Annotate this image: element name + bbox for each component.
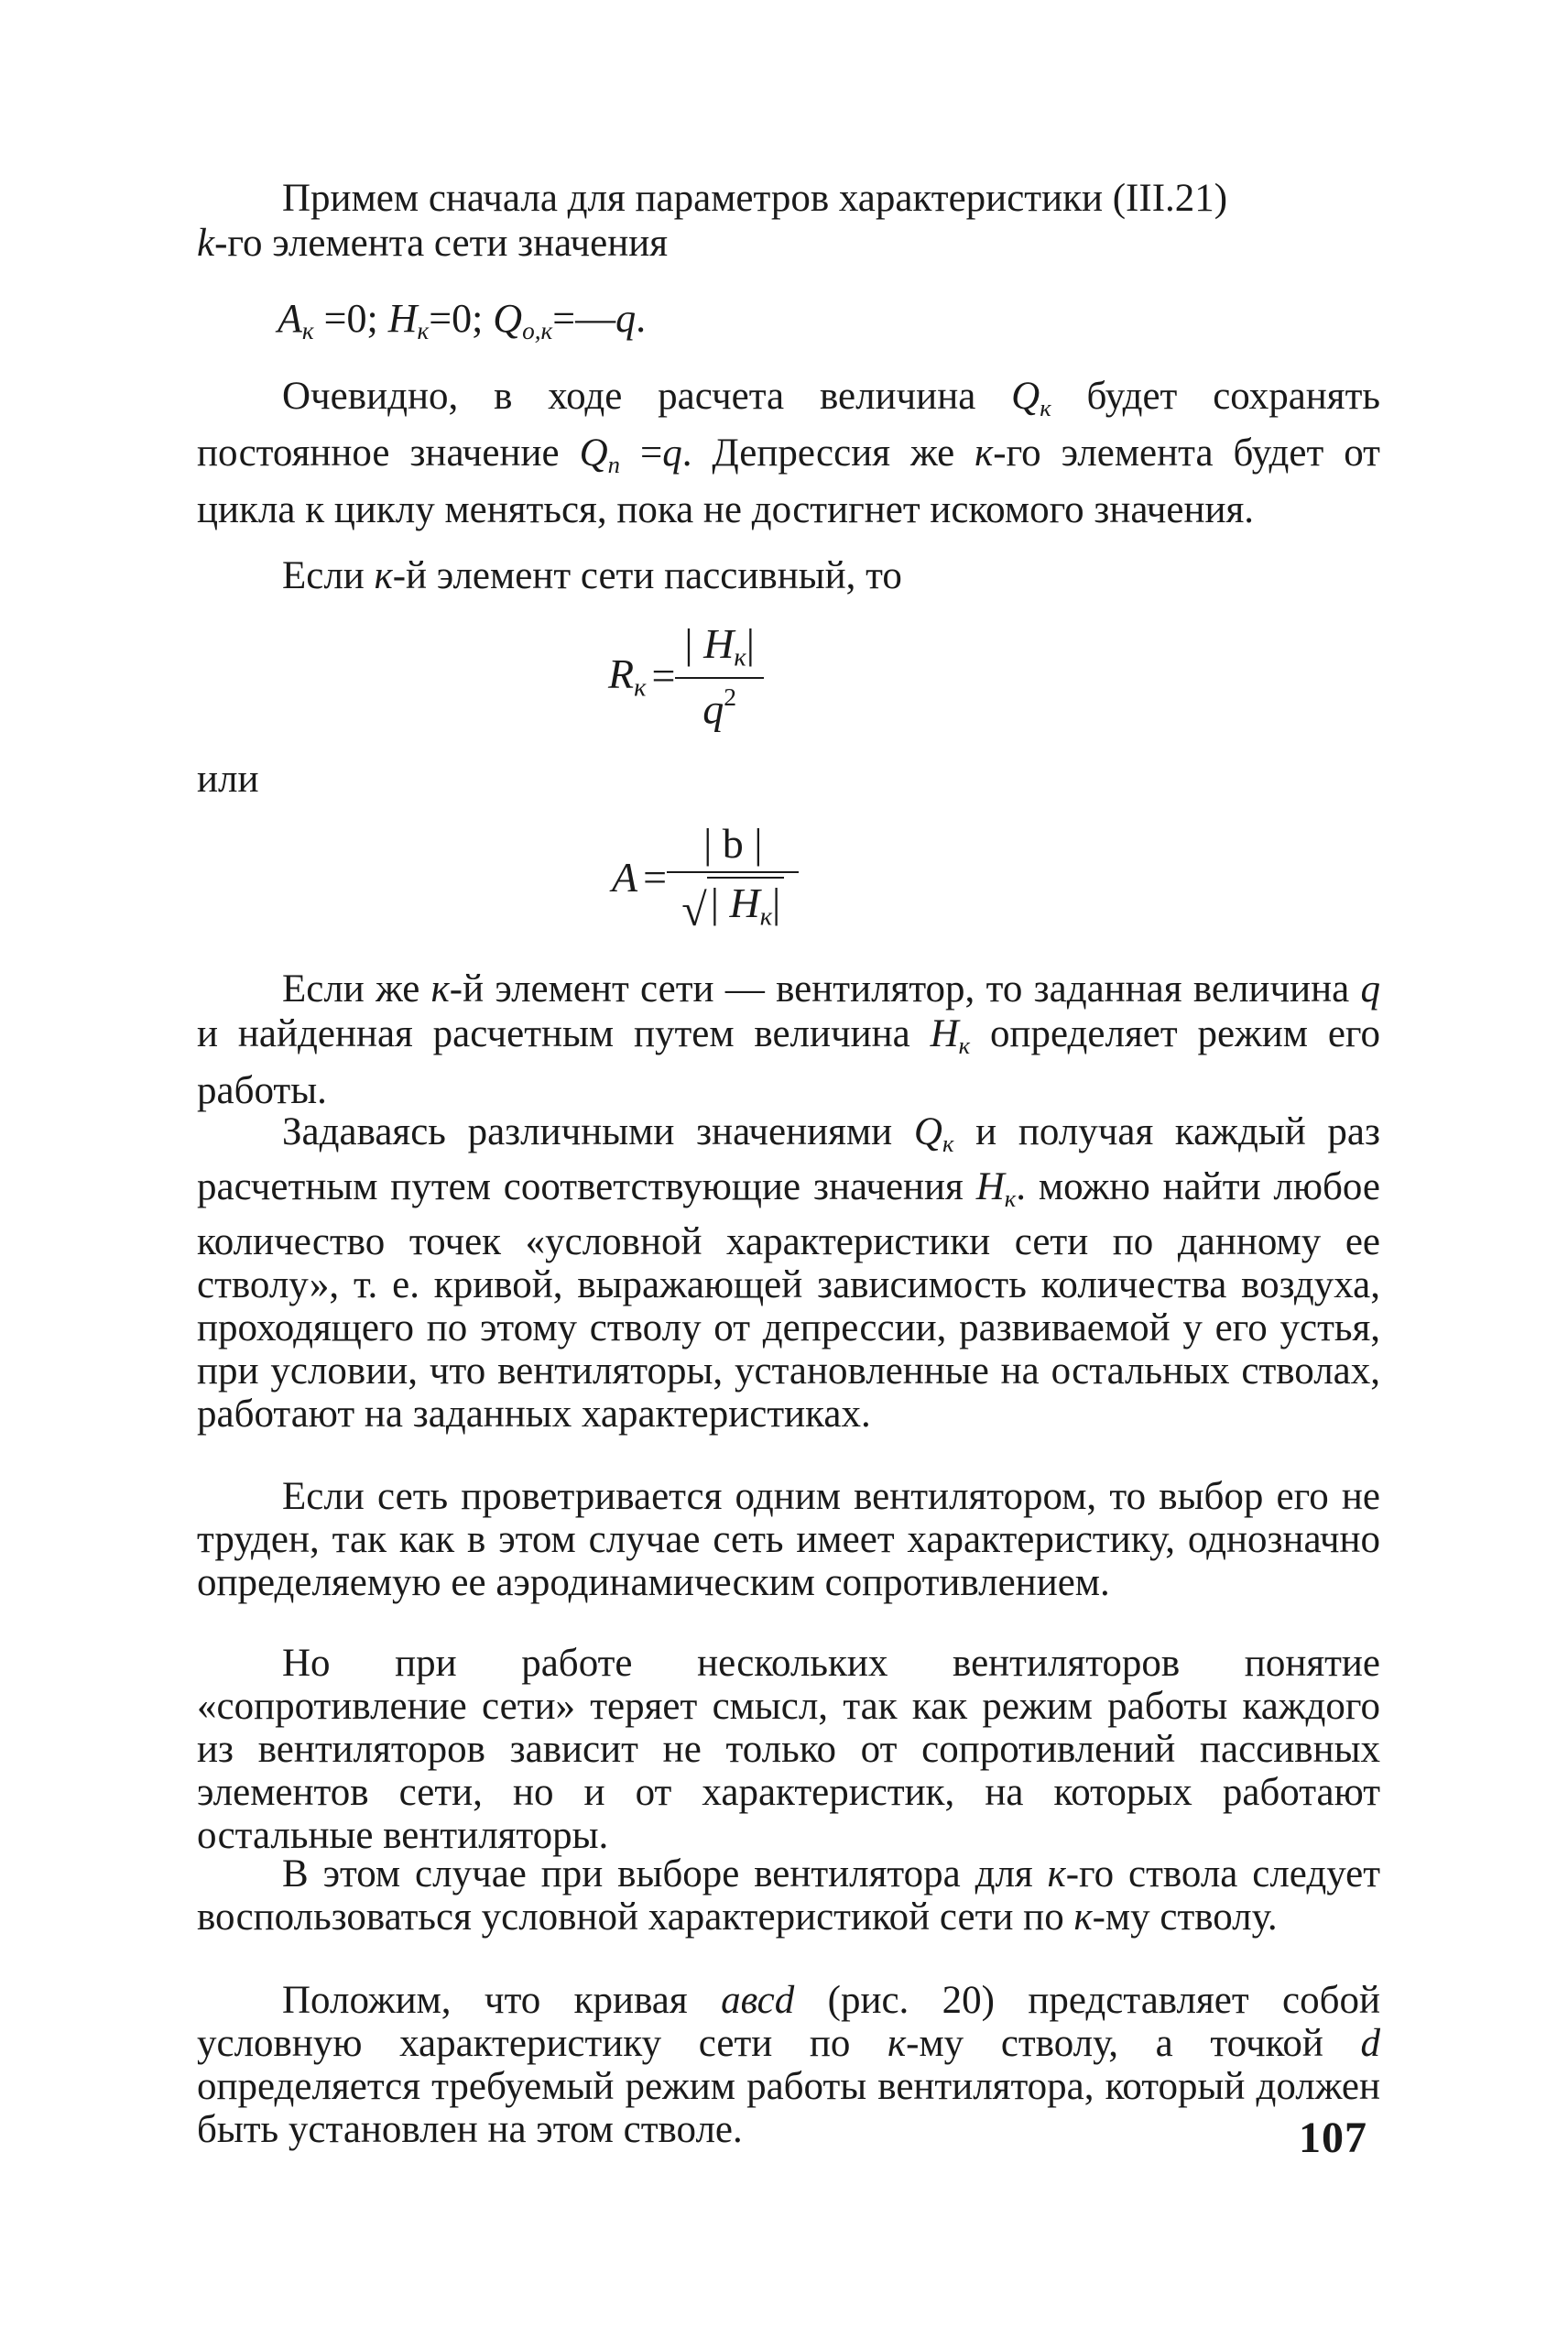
intro-line: Примем сначала для параметров характеристики (III.21) bbox=[282, 177, 1228, 220]
paragraph-single-fan: Если сеть проветривается одним вентилятором, то выбор его не труден, так как в этом случае сеть имеет характеристику, однозначно определяемую ее аэродинамическим сопротивлением. bbox=[197, 1475, 1380, 1604]
paragraph-passive: Если к-й элемент сети пассивный, то bbox=[282, 554, 902, 597]
paragraph-fan: Если же к-й элемент сети — вентилятор, то заданная величина q и найденная расчетным путем величина $H_к$ определяет режим его работы. bbox=[197, 967, 1380, 1112]
fraction: $\frac{| H_к|}{q^2}$ bbox=[675, 619, 764, 733]
or-word: или bbox=[197, 758, 259, 801]
paragraph-varying: Задаваясь различными значениями $Q_к$ и получая каждый раз расчетным путем соответствующие значения $H_к$. можно найти любое количество точек «условной характеристики сети по данному ее стволу», т. е. кривой, выражающей зависимость количества воздуха, проходящего по этому стволу от депрессии, развиваемой у его устья, при условии, что вентиляторы, установленные на остальных стволах, работают на заданных характеристиках. bbox=[197, 1110, 1380, 1436]
paragraph-this-case: В этом случае при выборе вентилятора для к-го ствола следует воспользоваться условной характеристикой сети по к-му стволу. bbox=[197, 1852, 1381, 1939]
fraction: | b | √ | $H_к|$ bbox=[667, 819, 799, 935]
formula-a: A = | b | √ | $H_к|$ bbox=[612, 819, 799, 935]
page-number: 107 bbox=[1299, 2114, 1367, 2162]
paragraph-constant: Очевидно, в ходе расчета величина $Q_к$ будет сохранять постоянное значение $Q_n =q$. Депрессия же к-го элемента будет от цикла к циклу меняться, пока не достигнет искомого значения. bbox=[197, 375, 1380, 531]
initial-values-equation: $A_к =0$; $H_к=0$; $Q_{о,к}=—q$. bbox=[278, 296, 647, 345]
square-root: √ | $H_к|$ bbox=[681, 877, 784, 933]
formula-resistance: $R_к$ = $\frac{| H_к|}{q^2}$ bbox=[608, 619, 764, 733]
paragraph-curve: Положим, что кривая авсd (рис. 20) представляет собой условную характеристику сети по к-му стволу, а точкой d определяется требуемый режим работы вентилятора, который должен быть установлен на этом стволе. bbox=[197, 1979, 1380, 2151]
intro-paragraph bbox=[197, 176, 1380, 266]
k-symbol: k bbox=[197, 222, 215, 265]
paragraph-multi-fan: Но при работе нескольких вентиляторов понятие «сопротивление сети» теряет смысл, так как режим работы каждого из вентиляторов зависит не только от сопротивлений пассивных элементов сети, но и от характеристик, на которых работают остальные вентиляторы. bbox=[197, 1642, 1380, 1857]
intro-line: -го элемента сети значения bbox=[214, 222, 669, 265]
